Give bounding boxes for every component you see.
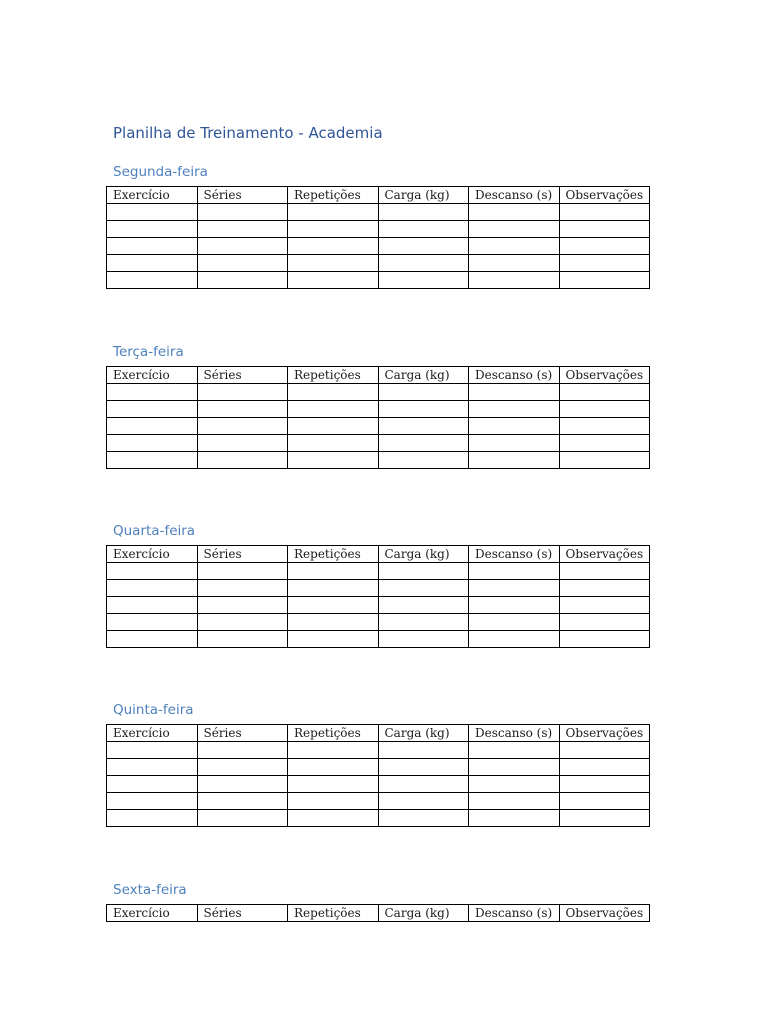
table-cell[interactable] [559,435,650,452]
table-cell[interactable] [288,563,379,580]
table-cell[interactable] [197,384,288,401]
day-heading: Segunda-feira [113,164,208,180]
table-cell[interactable] [469,614,560,631]
column-header: Séries [197,367,288,384]
table-cell[interactable] [288,742,379,759]
table-header-row [107,187,650,204]
table-cell[interactable] [559,238,650,255]
column-header: Descanso (s) [469,905,560,922]
table-row [107,793,650,810]
table-cell[interactable] [197,204,288,221]
table-cell[interactable] [107,810,198,827]
table-header-row [107,546,650,563]
table-cell[interactable] [469,631,560,648]
day-section [106,343,649,469]
workout-table [106,904,650,922]
column-header: Séries [197,905,288,922]
table-cell[interactable] [559,452,650,469]
column-header: Carga (kg) [378,905,469,922]
table-cell[interactable] [469,597,560,614]
table-cell[interactable] [469,401,560,418]
table-cell[interactable] [107,255,198,272]
table-cell[interactable] [288,401,379,418]
column-header: Descanso (s) [469,187,560,204]
table-cell[interactable] [107,580,198,597]
column-header: Séries [197,725,288,742]
table-cell[interactable] [469,435,560,452]
day-section [106,163,649,289]
table-cell[interactable] [197,597,288,614]
column-header: Carga (kg) [378,546,469,563]
column-header: Carga (kg) [378,187,469,204]
table-cell[interactable] [107,452,198,469]
column-header: Observações [559,187,650,204]
column-header: Observações [559,367,650,384]
table-cell[interactable] [107,742,198,759]
table-cell[interactable] [107,401,198,418]
table-cell[interactable] [559,742,650,759]
table-cell[interactable] [378,435,469,452]
table-cell[interactable] [378,255,469,272]
column-header: Repetições [288,725,379,742]
table-cell[interactable] [288,435,379,452]
table-cell[interactable] [469,776,560,793]
workout-table [106,724,650,827]
table-cell[interactable] [288,384,379,401]
table-cell[interactable] [378,272,469,289]
day-heading: Terça-feira [113,344,184,360]
table-cell[interactable] [378,810,469,827]
day-section [106,522,649,648]
day-heading: Sexta-feira [113,882,187,898]
table-cell[interactable] [288,238,379,255]
table-row [107,597,650,614]
table-cell[interactable] [197,631,288,648]
column-header: Séries [197,546,288,563]
column-header: Repetições [288,187,379,204]
column-header: Descanso (s) [469,367,560,384]
table-cell[interactable] [559,793,650,810]
table-cell[interactable] [197,401,288,418]
table-cell[interactable] [288,776,379,793]
day-section [106,881,649,922]
table-cell[interactable] [288,580,379,597]
table-cell[interactable] [378,580,469,597]
table-cell[interactable] [378,563,469,580]
table-cell[interactable] [559,221,650,238]
table-cell[interactable] [288,793,379,810]
table-cell[interactable] [559,255,650,272]
table-cell[interactable] [107,221,198,238]
column-header: Exercício [107,367,198,384]
table-cell[interactable] [378,631,469,648]
table-cell[interactable] [378,776,469,793]
table-cell[interactable] [469,810,560,827]
table-row [107,238,650,255]
table-cell[interactable] [469,272,560,289]
table-cell[interactable] [197,563,288,580]
table-cell[interactable] [559,759,650,776]
table-cell[interactable] [559,384,650,401]
table-cell[interactable] [288,418,379,435]
table-cell[interactable] [107,238,198,255]
table-cell[interactable] [197,793,288,810]
column-header: Repetições [288,905,379,922]
table-cell[interactable] [559,614,650,631]
table-header-row [107,905,650,922]
table-cell[interactable] [197,452,288,469]
table-cell[interactable] [197,776,288,793]
table-cell[interactable] [197,255,288,272]
table-cell[interactable] [469,563,560,580]
table-cell[interactable] [469,418,560,435]
table-cell[interactable] [378,759,469,776]
table-cell[interactable] [469,580,560,597]
table-cell[interactable] [288,452,379,469]
table-cell[interactable] [559,272,650,289]
table-row [107,204,650,221]
table-cell[interactable] [107,418,198,435]
table-cell[interactable] [107,793,198,810]
table-cell[interactable] [559,401,650,418]
table-row [107,401,650,418]
table-cell[interactable] [469,742,560,759]
day-section [106,701,649,827]
column-header: Exercício [107,546,198,563]
column-header: Repetições [288,367,379,384]
table-cell[interactable] [469,204,560,221]
day-heading: Quarta-feira [113,523,196,539]
table-cell[interactable] [197,580,288,597]
table-cell[interactable] [469,255,560,272]
table-row [107,759,650,776]
table-cell[interactable] [469,384,560,401]
table-cell[interactable] [288,597,379,614]
column-header: Carga (kg) [378,367,469,384]
column-header: Observações [559,546,650,563]
table-cell[interactable] [378,418,469,435]
column-header: Exercício [107,905,198,922]
column-header: Observações [559,905,650,922]
column-header: Séries [197,187,288,204]
table-cell[interactable] [378,742,469,759]
table-cell[interactable] [288,759,379,776]
table-cell[interactable] [107,776,198,793]
table-row [107,742,650,759]
table-cell[interactable] [469,238,560,255]
table-cell[interactable] [197,418,288,435]
table-cell[interactable] [197,221,288,238]
table-cell[interactable] [197,272,288,289]
workout-table [106,366,650,469]
table-cell[interactable] [378,384,469,401]
table-cell[interactable] [197,759,288,776]
table-row [107,614,650,631]
table-cell[interactable] [469,221,560,238]
table-row [107,580,650,597]
table-header-row [107,367,650,384]
table-row [107,631,650,648]
table-row [107,221,650,238]
table-cell[interactable] [469,759,560,776]
table-row [107,810,650,827]
document-title: Planilha de Treinamento - Academia [113,124,383,142]
table-cell[interactable] [288,810,379,827]
table-cell[interactable] [197,810,288,827]
table-cell[interactable] [378,238,469,255]
table-row [107,776,650,793]
table-cell[interactable] [469,793,560,810]
table-cell[interactable] [288,255,379,272]
table-cell[interactable] [107,563,198,580]
table-cell[interactable] [378,614,469,631]
column-header: Repetições [288,546,379,563]
table-cell[interactable] [288,631,379,648]
table-cell[interactable] [378,597,469,614]
column-header: Exercício [107,187,198,204]
table-cell[interactable] [197,742,288,759]
column-header: Descanso (s) [469,546,560,563]
table-cell[interactable] [469,452,560,469]
table-row [107,384,650,401]
table-cell[interactable] [107,435,198,452]
table-cell[interactable] [107,614,198,631]
table-row [107,272,650,289]
table-cell[interactable] [559,204,650,221]
table-cell[interactable] [197,435,288,452]
table-cell[interactable] [107,759,198,776]
table-cell[interactable] [559,418,650,435]
table-cell[interactable] [378,452,469,469]
table-cell[interactable] [288,204,379,221]
column-header: Observações [559,725,650,742]
table-cell[interactable] [378,204,469,221]
table-row [107,563,650,580]
table-cell[interactable] [559,776,650,793]
table-cell[interactable] [107,204,198,221]
column-header: Descanso (s) [469,725,560,742]
table-cell[interactable] [378,793,469,810]
table-row [107,255,650,272]
table-row [107,418,650,435]
day-heading: Quinta-feira [113,702,194,718]
table-cell[interactable] [288,272,379,289]
table-cell[interactable] [288,221,379,238]
table-cell[interactable] [107,631,198,648]
table-cell[interactable] [107,384,198,401]
table-cell[interactable] [559,631,650,648]
column-header: Carga (kg) [378,725,469,742]
table-cell[interactable] [107,272,198,289]
table-cell[interactable] [197,614,288,631]
table-cell[interactable] [559,810,650,827]
table-row [107,435,650,452]
workout-table [106,545,650,648]
table-row [107,452,650,469]
table-cell[interactable] [288,614,379,631]
table-header-row [107,725,650,742]
table-cell[interactable] [559,580,650,597]
table-cell[interactable] [559,563,650,580]
table-cell[interactable] [559,597,650,614]
table-cell[interactable] [197,238,288,255]
table-cell[interactable] [378,221,469,238]
workout-table [106,186,650,289]
table-cell[interactable] [107,597,198,614]
table-cell[interactable] [378,401,469,418]
column-header: Exercício [107,725,198,742]
